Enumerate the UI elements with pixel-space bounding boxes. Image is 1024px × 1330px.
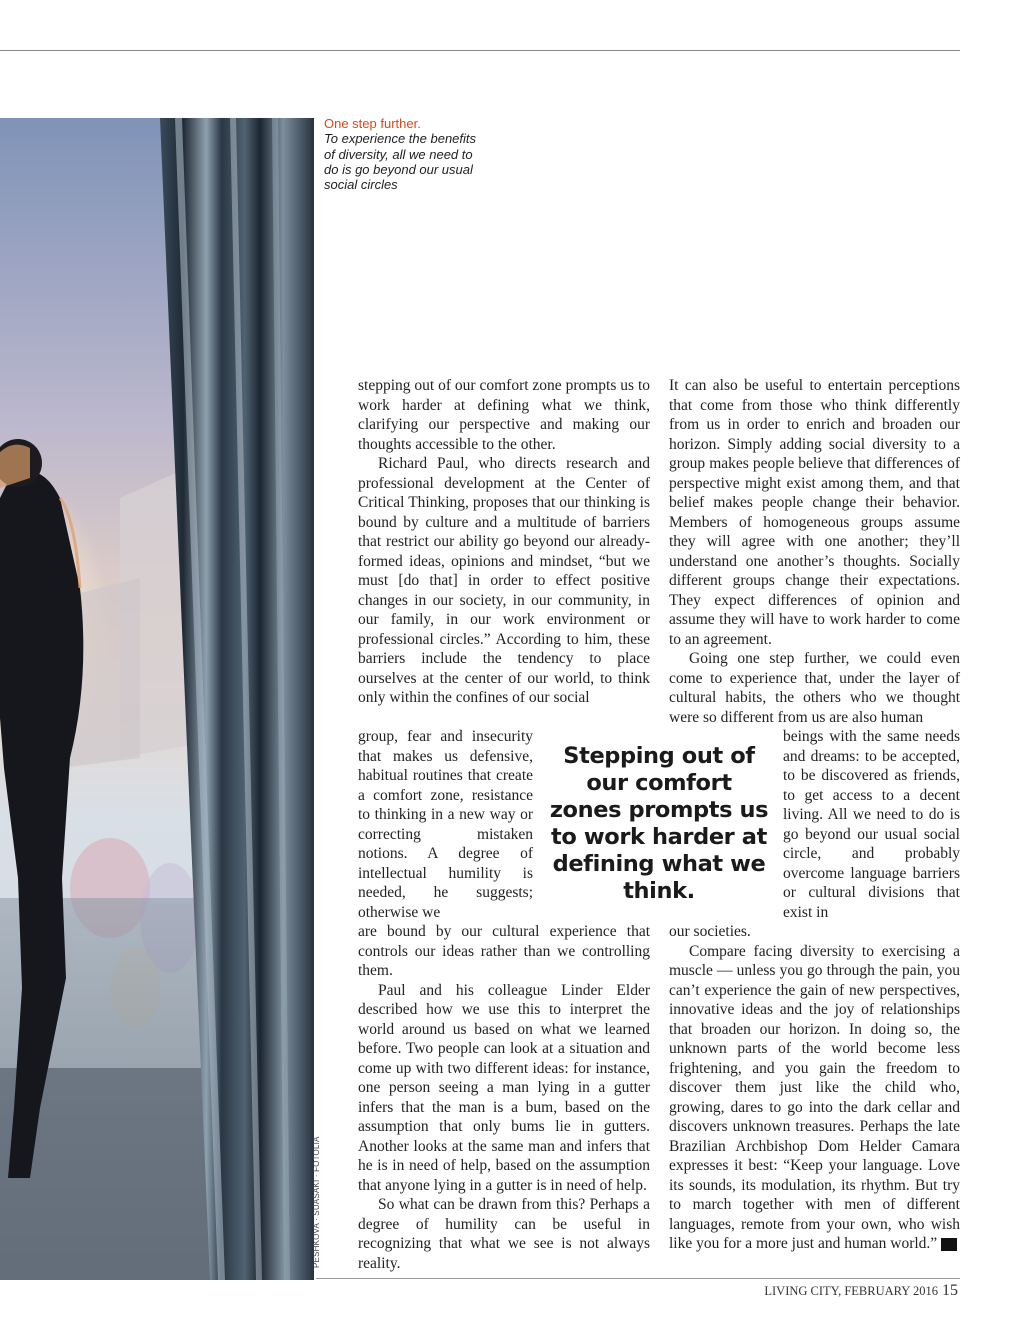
businessman-walking-image — [0, 118, 314, 1280]
caption-heading: One step further. — [324, 116, 421, 131]
top-rule — [0, 50, 960, 51]
cover-photo — [0, 118, 314, 1280]
col2-paragraph-1: It can also be useful to entertain perceptions that come from those who think differently from us in order to enrich and broaden our horizon. Simply adding social diversity to a group makes people believe that differences of perspective might exist among them, and that belief makes people change their behavior. Members of homogeneous groups assume they will agree with one another; they’ll understand one another’s thoughts. Socially different groups change their expectations. They expect differences of opinion and assume they will have to work harder to come to an agreement. — [669, 377, 960, 648]
photo-caption — [324, 116, 484, 192]
col2-paragraph-2: Going one step further, we could even come to experience that, under the layer of cultural habits, the others who we thought were so different from us are also human — [669, 650, 960, 726]
col2-paragraph-3 — [669, 942, 973, 1254]
column-2-bottom — [669, 922, 973, 1254]
col1-paragraph-2-wrap: group, fear and insecurity that makes us defensive, habitual routines that create a comfort zone, resistance to thinking in a new way or correcting mistaken notions. A degree of intellectual humility is needed, he suggests; otherwise we — [358, 728, 533, 921]
col1-paragraph-2: Richard Paul, who directs research and professional development at the Center of Critical Thinking, proposes that our thinking is bound by culture and a multitude of barriers that restrict our ability go beyond our already-formed ideas, opinions and mindset, “but we must [do that] in order to effect positive changes in our society, in our community, in our family, in our work environment or professional circles.” According to him, these barriers include the tendency to place ourselves at the center of our world, to think only within the confines of our social — [358, 455, 650, 706]
column-2-top — [669, 376, 960, 727]
caption-body: To experience the benefits of diversity, all we need to do is go beyond our usual social circles — [324, 131, 477, 193]
column-1-top — [358, 376, 650, 708]
col1-paragraph-2-end: are bound by our cultural experience that controls our ideas rather than we controlling them. — [358, 923, 650, 979]
pull-quote: Stepping out of our comfort zones prompts us to work harder at defining what we think. — [549, 743, 769, 904]
col1-paragraph-3: Paul and his colleague Linder Elder described how we use this to interpret the world around us based on what we learned before. Two people can look at a situation and come up with two different ideas: for instance, one person seeing a man lying in a gutter infers that the man is a bum, based on the assumption that only bums lie in gutters. Another looks at the same man and infers that he is in need of help, based on the assumption that anyone lying in a gutter is in need of help. — [358, 981, 650, 1194]
column-1-wrap — [358, 727, 533, 922]
bottom-rule — [316, 1278, 960, 1279]
col1-paragraph-4: So what can be drawn from this? Perhaps a degree of humility can be useful in recognizing that what we see is not always reality. — [358, 1196, 650, 1272]
page-footer — [764, 1282, 958, 1300]
col1-paragraph-1: stepping out of our comfort zone prompts us to work harder at defining what we think, clarifying our perspective and making our thoughts accessible to the other. — [358, 377, 650, 453]
page-number: 15 — [942, 1282, 958, 1299]
column-1-bottom — [358, 922, 650, 1273]
column-2-wrap — [783, 727, 960, 922]
col2-paragraph-2-end: our societies. — [669, 923, 751, 940]
col2-paragraph-3-text: Compare facing diversity to exercising a muscle — unless you go through the pain, you can’t experience the gain of new perspectives, innovative ideas and the joy of relationships that broaden our horizon. In doing so, the unknown parts of the world become less frightening, and you gain the freedom to discover them just like the child who, growing, dares to go into the dark cellar and discovers unknown treasures. Perhaps the late Brazilian Archbishop Dom Helder Camara expresses it best: “Keep your language. Love its sounds, its modulation, its rhythm. But try to march together with men of different languages, remote from your own, who wish like you for a more just and human world.” — [669, 942, 960, 1252]
photo-credit: PESHKOVA · SUASAKI · FOTOLIA — [312, 1136, 321, 1268]
end-mark-icon: LC — [941, 1238, 957, 1251]
magazine-issue: LIVING CITY, FEBRUARY 2016 — [764, 1284, 938, 1298]
col2-paragraph-2-wrap: beings with the same needs and dreams: to be accepted, to be discovered as friends, to get access to a decent living. All we need to do is go beyond our usual social circle, and probably overcome language barriers or cultural divisions that exist in — [783, 728, 960, 921]
